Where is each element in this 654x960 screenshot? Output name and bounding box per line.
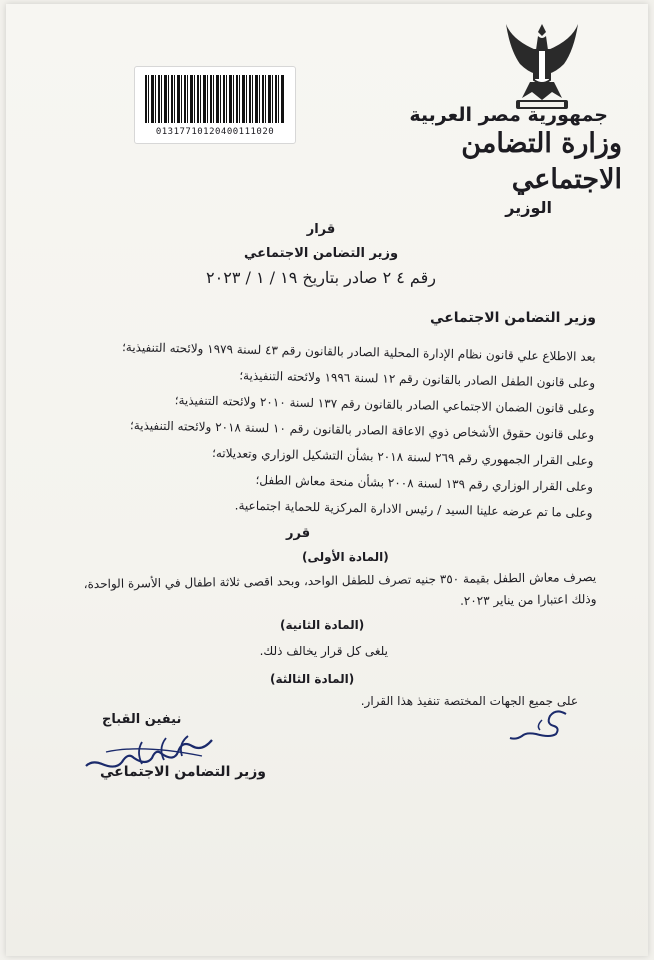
preamble-line: وعلى قانون حقوق الأشخاص ذوي الاعاقة الصادر بالقانون رقم ١٠ لسنة ٢٠١٨ ولائحته التنفيذية؛	[129, 418, 595, 442]
signatory-name: نيفين القباج	[102, 712, 182, 727]
eagle-emblem-icon	[502, 20, 582, 112]
preamble-line: وعلى القرار الجمهوري رقم ٢٦٩ لسنة ٢٠١٨ بشأن التشكيل الوزاري وتعديلاته؛	[211, 445, 594, 468]
article-line: وذلك اعتبارا من يناير ٢٠٢٣.	[459, 591, 597, 608]
article-2-title: (المادة الثانية)	[280, 618, 365, 632]
article-3-title: (المادة الثالثة)	[270, 672, 355, 686]
preamble-line: وعلى قانون الضمان الاجتماعي الصادر بالقانون رقم ١٣٧ لسنة ٢٠١٠ ولائحته التنفيذية؛	[174, 393, 595, 416]
article-2-body	[260, 640, 388, 662]
article-1-title: (المادة الأولى)	[302, 550, 389, 564]
article-line: على جميع الجهات المختصة تنفيذ هذا القرار.	[360, 694, 578, 708]
preamble-heading: وزير التضامن الاجتماعي	[430, 310, 596, 326]
decree-label: قرار	[306, 222, 336, 237]
barcode-label	[134, 66, 296, 144]
handwritten-initials	[506, 704, 576, 744]
decree-issuer: وزير التضامن الاجتماعي	[243, 246, 399, 261]
letterhead-ministry: وزارة التضامن الاجتماعي	[461, 128, 622, 195]
decision-label: قرر	[286, 526, 311, 541]
barcode-bars	[145, 75, 285, 123]
decree-title-block	[196, 218, 446, 290]
barcode-number: 01317710120400111020	[155, 127, 275, 137]
letterhead-country: جمهورية مصر العربية	[409, 104, 608, 126]
article-line: يلغى كل قرار يخالف ذلك.	[259, 644, 388, 658]
signatory-title: وزير التضامن الاجتماعي	[100, 764, 266, 780]
preamble-line: بعد الاطلاع علي قانون نظام الإدارة المحلية الصادر بالقانون رقم ٤٣ لسنة ١٩٧٩ ولائحته التنفيذية؛	[121, 340, 596, 364]
document-page	[6, 4, 648, 956]
article-1-body	[36, 566, 597, 618]
letterhead	[392, 104, 622, 217]
decree-number-date: رقم ٤ ٢ صادر بتاريخ ١٩ / ١ / ٢٠٢٣	[206, 268, 436, 287]
letterhead-minister: الوزير	[505, 198, 552, 217]
preamble-text	[32, 332, 596, 526]
preamble-line: وعلى القرار الوزاري رقم ١٣٩ لسنة ٢٠٠٨ بشأن منحة معاش الطفل؛	[255, 472, 594, 494]
preamble-line: وعلى ما تم عرضه علينا السيد / رئيس الادارة المركزية للحماية اجتماعية.	[234, 498, 593, 520]
preamble-line: وعلى قانون الطفل الصادر بالقانون رقم ١٢ لسنة ١٩٩٦ ولائحته التنفيذية؛	[239, 368, 596, 390]
article-line: يصرف معاش الطفل بقيمة ٣٥٠ جنيه تصرف للطفل الواحد، وبحد اقصى ثلاثة اطفال في الأسرة الواحدة،	[83, 569, 597, 592]
